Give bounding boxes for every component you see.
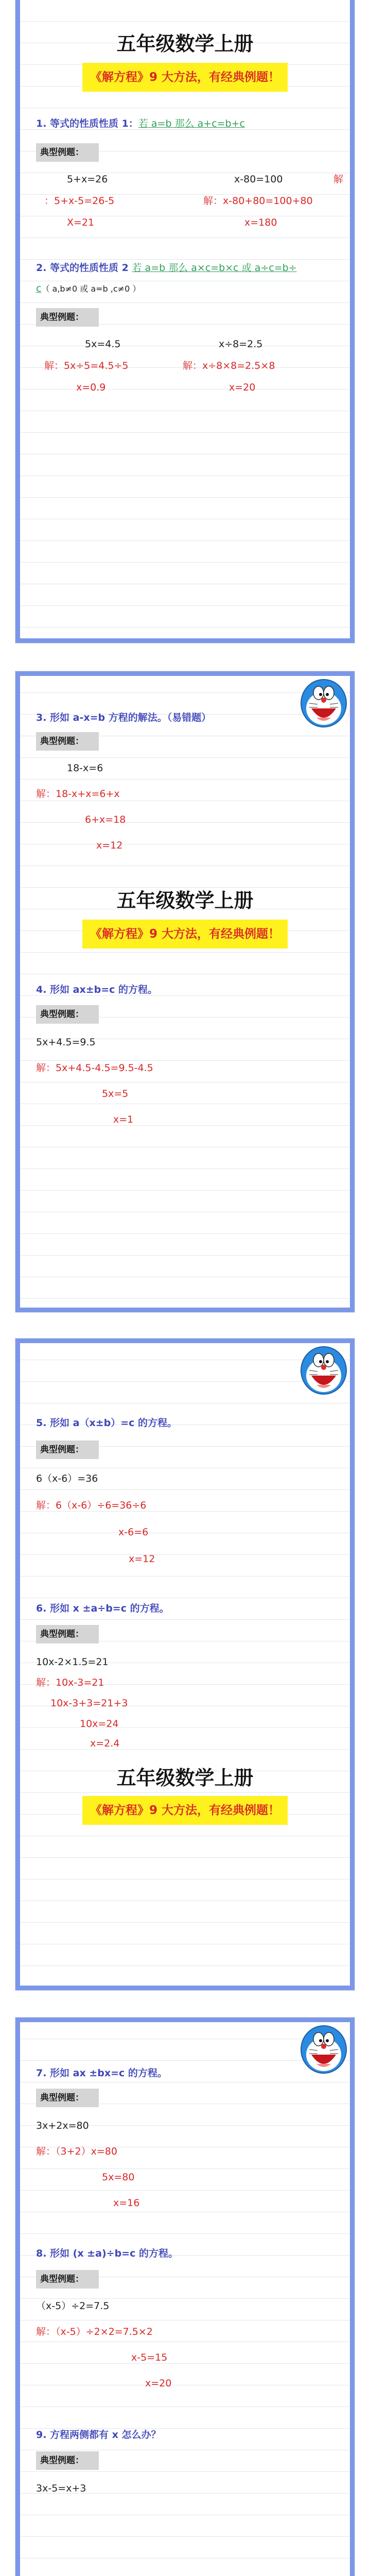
s8-question: （x-5）÷2=7.5 (36, 2300, 110, 2312)
s2-right-step1: 解：x÷8×8=2.5×8 (183, 360, 275, 371)
s8-step2: x-5=15 (131, 2352, 168, 2363)
doraemon-mascot-icon (299, 2024, 348, 2076)
banner: 《解方程》9 大方法，有经典例题！ (82, 1796, 288, 1825)
s1-jie: 解 (333, 174, 344, 185)
example-label: 典型例题： (36, 1625, 99, 1643)
example-label: 典型例题： (36, 2270, 99, 2289)
section-2-heading (36, 262, 297, 274)
section-7-heading: 7. 形如 ax ±bx=c 的方程。 (36, 2067, 167, 2079)
worksheet-page-1 (15, 0, 355, 643)
s5-step2: x-6=6 (118, 1527, 149, 1538)
s8-step1: 解：（x-5）÷2×2=7.5×2 (36, 2326, 153, 2337)
s7-question: 3x+2x=80 (36, 2120, 89, 2131)
section-2-rule-cont (36, 282, 140, 295)
s1-right-answer: x=180 (244, 217, 277, 228)
worksheet-page-4 (15, 2018, 355, 2576)
section-2-rule: 若 a=b 那么 a×c=b×c 或 a÷c=b÷ (132, 262, 297, 274)
s3-step2: 6+x=18 (85, 814, 126, 825)
section-2-rule-end: c (36, 283, 42, 294)
s7-step2: 5x=80 (102, 2172, 135, 2183)
s5-answer: x=12 (129, 1553, 155, 1565)
section-1-heading (36, 117, 245, 130)
section-3-heading: 3. 形如 a-x=b 方程的解法。（易错题） (36, 712, 212, 723)
s4-step1: 解：5x+4.5-4.5=9.5-4.5 (36, 1062, 153, 1074)
example-label: 典型例题： (36, 732, 99, 751)
s2-right-eq: x÷8=2.5 (219, 338, 263, 350)
s4-step2: 5x=5 (102, 1088, 129, 1099)
example-label: 典型例题： (36, 143, 99, 162)
s2-left-answer: x=0.9 (76, 382, 106, 393)
s3-question: 18-x=6 (67, 762, 103, 774)
doraemon-mascot-icon (299, 1345, 348, 1397)
s5-step1: 解：6（x-6）÷6=36÷6 (36, 1500, 147, 1511)
example-label: 典型例题： (36, 1440, 99, 1459)
section-2-condition: （ a,b≠0 或 a=b ,c≠0 ） (41, 284, 141, 294)
s1-left-step1: ：5+x-5=26-5 (44, 195, 115, 207)
s3-answer: x=12 (96, 840, 123, 851)
s6-step1: 解：10x-3=21 (36, 1677, 104, 1688)
s1-left-eq: 5+x=26 (67, 174, 108, 185)
page-title: 五年级数学上册 (116, 889, 254, 912)
section-9-heading: 9. 方程两侧都有 x 怎么办？ (36, 2429, 161, 2441)
s4-question: 5x+4.5=9.5 (36, 1037, 96, 1048)
s6-step3: 10x=24 (80, 1718, 119, 1730)
worksheet-page-3 (15, 1338, 355, 1990)
s2-left-eq: 5x=4.5 (85, 338, 121, 350)
s3-step1: 解：18-x+x=6+x (36, 788, 120, 800)
s7-answer: x=16 (113, 2197, 140, 2209)
section-4-heading: 4. 形如 ax±b=c 的方程。 (36, 984, 158, 995)
s2-right-answer: x=20 (229, 382, 256, 393)
example-label: 典型例题： (36, 1005, 99, 1024)
worksheet-page-2 (15, 671, 355, 1312)
s5-question: 6（x-6）=36 (36, 1473, 98, 1484)
section-5-heading: 5. 形如 a（x±b）=c 的方程。 (36, 1417, 178, 1429)
s1-right-step1: 解：x-80+80=100+80 (203, 195, 313, 207)
s2-left-step1: 解：5x÷5=4.5÷5 (44, 360, 129, 371)
s6-question: 10x-2×1.5=21 (36, 1656, 109, 1668)
section-6-heading: 6. 形如 x ±a÷b=c 的方程。 (36, 1603, 169, 1614)
s6-answer: x=2.4 (90, 1738, 120, 1749)
s1-left-answer: X=21 (67, 217, 95, 228)
s1-right-eq: x-80=100 (234, 174, 283, 185)
example-label: 典型例题： (36, 2451, 99, 2470)
banner: 《解方程》9 大方法，有经典例题！ (82, 920, 288, 948)
section-1-rule: 若 a=b 那么 a+c=b+c (138, 118, 245, 129)
banner: 《解方程》9 大方法，有经典例题！ (82, 63, 288, 92)
example-label: 典型例题： (36, 2089, 99, 2107)
s7-step1: 解：（3+2）x=80 (36, 2146, 117, 2157)
section-8-heading: 8. 形如 (x ±a)÷b=c 的方程。 (36, 2248, 178, 2259)
s6-step2: 10x-3+3=21+3 (50, 1698, 128, 1709)
section-2-title: 2. 等式的性质性质 2 (36, 262, 129, 274)
doraemon-mascot-icon (299, 677, 348, 730)
s8-answer: x=20 (145, 2378, 172, 2389)
section-1-title: 1. 等式的性质性质 1： (36, 118, 138, 129)
s9-question: 3x-5=x+3 (36, 2483, 86, 2494)
page-title: 五年级数学上册 (116, 32, 254, 55)
s4-answer: x=1 (113, 1114, 134, 1125)
example-label: 典型例题： (36, 308, 99, 327)
page-title: 五年级数学上册 (116, 1767, 254, 1789)
